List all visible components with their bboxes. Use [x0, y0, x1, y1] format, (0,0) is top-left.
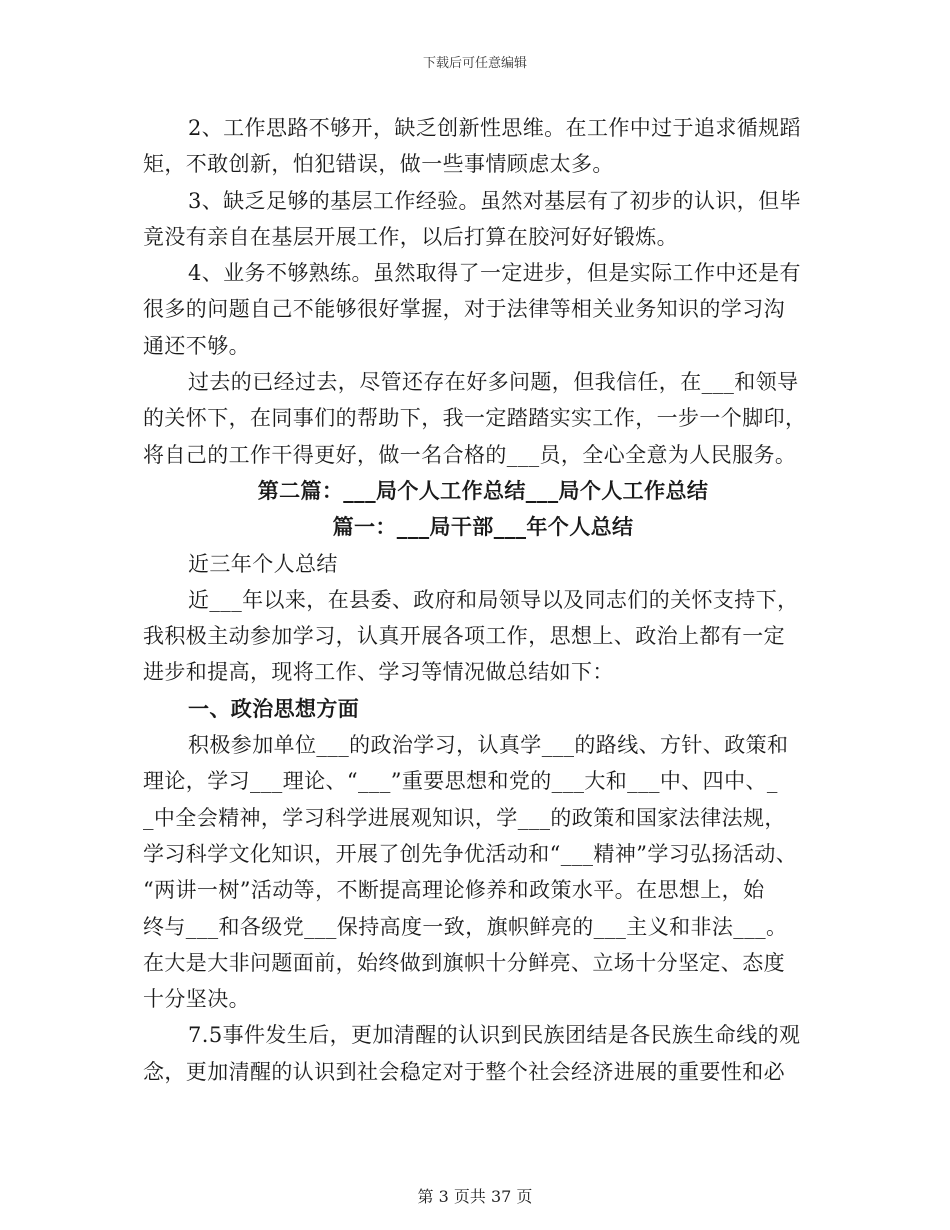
paragraph-line: 竟没有亲自在基层开展工作，以后打算在胶河好好锻炼。 — [143, 224, 678, 249]
paragraph-line: 十分坚决。 — [143, 987, 250, 1012]
paragraph-line: 念，更加清醒的认识到社会稳定对于整个社会经济进展的重要性和必 — [143, 1059, 785, 1084]
paragraph-line: 理论，学习___理论、“___”重要思想和党的___大和___中、四中、_ — [143, 769, 778, 794]
paragraph-line: 近三年个人总结 — [188, 551, 338, 576]
paragraph-line: “两讲一树”活动等，不断提高理论修养和政策水平。在思想上，始 — [143, 878, 765, 903]
page-header: 下载后可任意编辑 — [422, 56, 527, 71]
paragraph-line: 7.5事件发生后，更加清醒的认识到民族团结是各民族生命线的观 — [188, 1023, 801, 1048]
paragraph-line: 4、业务不够熟练。虽然取得了一定进步，但是实际工作中还是有 — [188, 261, 801, 286]
paragraph-line: 在大是大非问题面前，始终做到旗帜十分鲜亮、立场十分坚定、态度 — [143, 950, 785, 975]
page-footer: 第 3 页共 37 页 — [417, 1187, 533, 1206]
paragraph-line: 过去的已经过去，尽管还存在好多问题，但我信任，在___和领导 — [188, 370, 799, 395]
paragraph-line: 终与___和各级党___保持高度一致，旗帜鲜亮的___主义和非法___。 — [143, 914, 788, 939]
paragraph-line: 很多的问题自己不能够很好掌握，对于法律等相关业务知识的学习沟 — [143, 297, 785, 322]
paragraph-line: 将自己的工作干得更好，做一名合格的___员，全心全意为人民服务。 — [143, 442, 797, 467]
document-body — [143, 110, 823, 1090]
paragraph-line: 我积极主动参加学习，认真开展各项工作，思想上、政治上都有一定 — [143, 624, 785, 649]
paragraph-line: 3、缺乏足够的基层工作经验。虽然对基层有了初步的认识，但毕 — [188, 188, 801, 213]
section-heading: 篇一：___局干部___年个人总结 — [332, 514, 634, 540]
paragraph-line: 矩，不敢创新，怕犯错误，做一些事情顾虑太多。 — [143, 152, 614, 177]
paragraph-line: 的关怀下，在同事们的帮助下，我一定踏踏实实工作，一步一个脚印， — [143, 406, 807, 431]
paragraph-line: 近___年以来，在县委、政府和局领导以及同志们的关怀支持下， — [188, 587, 799, 612]
paragraph-line: 积极参加单位___的政治学习，认真学___的路线、方针、政策和 — [188, 733, 789, 758]
chapter-heading: 第二篇：___局个人工作总结___局个人工作总结 — [257, 477, 709, 503]
paragraph-line: 进步和提高，现将工作、学习等情况做总结如下： — [143, 660, 614, 685]
paragraph-line: 学习科学文化知识，开展了创先争优活动和“___精神”学习弘扬活动、 — [143, 841, 798, 866]
paragraph-line: _中全会精神，学习科学进展观知识，学___的政策和国家法律法规， — [143, 805, 786, 830]
paragraph-line: 通还不够。 — [143, 333, 250, 358]
paragraph-line: 2、工作思路不够开，缺乏创新性思维。在工作中过于追求循规蹈 — [188, 116, 801, 140]
subsection-heading: 一、政治思想方面 — [188, 695, 360, 721]
